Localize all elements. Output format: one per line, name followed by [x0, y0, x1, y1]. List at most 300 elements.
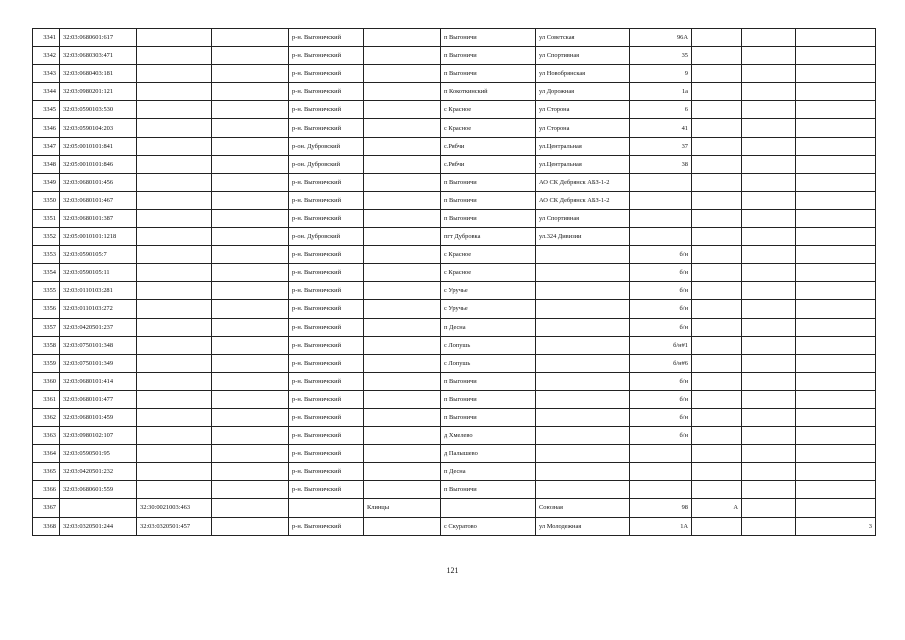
- cadastral-number-cell: 32:03:0590104:203: [60, 119, 137, 137]
- apartment-cell: [796, 390, 876, 408]
- building-cell: [692, 155, 742, 173]
- street-cell: ул Сторона: [536, 101, 630, 119]
- extra-cell: [742, 228, 796, 246]
- parent-cadastral-number-cell: 32:30:0021003:463: [137, 499, 212, 517]
- row-number-cell: 3356: [33, 300, 60, 318]
- extra-cell: [742, 65, 796, 83]
- parent-cadastral-number-cell: [137, 47, 212, 65]
- parent-cadastral-number-cell: [137, 264, 212, 282]
- settlement-cell: с.Рябчи: [441, 155, 536, 173]
- extra-cell: [742, 83, 796, 101]
- house-number-cell: [630, 481, 692, 499]
- parent-cadastral-number-cell: [137, 119, 212, 137]
- extra-cell: [742, 264, 796, 282]
- table-row: [33, 499, 876, 517]
- empty-cell: [212, 137, 289, 155]
- extra-cell: [742, 372, 796, 390]
- row-number-cell: 3351: [33, 209, 60, 227]
- building-cell: [692, 445, 742, 463]
- extra-cell: [742, 119, 796, 137]
- settlement-cell: с Уручье: [441, 300, 536, 318]
- street-cell: ул Сторона: [536, 119, 630, 137]
- settlement-cell: с Красное: [441, 101, 536, 119]
- house-number-cell: [630, 463, 692, 481]
- city-cell: [364, 372, 441, 390]
- district-cell: р-н. Выгоничский: [289, 246, 364, 264]
- building-cell: [692, 65, 742, 83]
- table-row: [33, 264, 876, 282]
- city-cell: [364, 65, 441, 83]
- house-number-cell: [630, 445, 692, 463]
- extra-cell: [742, 173, 796, 191]
- street-cell: [536, 336, 630, 354]
- apartment-cell: [796, 65, 876, 83]
- district-cell: р-н. Выгоничский: [289, 318, 364, 336]
- cadastral-number-cell: 32:03:0420501:232: [60, 463, 137, 481]
- street-cell: ул Советская: [536, 29, 630, 47]
- empty-cell: [212, 209, 289, 227]
- building-cell: [692, 47, 742, 65]
- extra-cell: [742, 282, 796, 300]
- district-cell: р-н. Выгоничский: [289, 517, 364, 535]
- cadastral-number-cell: 32:03:0680101:387: [60, 209, 137, 227]
- parent-cadastral-number-cell: [137, 445, 212, 463]
- table-row: [33, 300, 876, 318]
- table-row: [33, 228, 876, 246]
- row-number-cell: 3343: [33, 65, 60, 83]
- parent-cadastral-number-cell: [137, 173, 212, 191]
- settlement-cell: с Лопушь: [441, 354, 536, 372]
- cadastral-number-cell: 32:05:0010101:1218: [60, 228, 137, 246]
- apartment-cell: [796, 246, 876, 264]
- house-number-cell: б/н#1: [630, 336, 692, 354]
- apartment-cell: [796, 463, 876, 481]
- empty-cell: [212, 29, 289, 47]
- settlement-cell: с Лопушь: [441, 336, 536, 354]
- street-cell: [536, 318, 630, 336]
- row-number-cell: 3341: [33, 29, 60, 47]
- empty-cell: [212, 427, 289, 445]
- cadastral-number-cell: 32:03:0680403:181: [60, 65, 137, 83]
- district-cell: р-н. Выгоничский: [289, 372, 364, 390]
- row-number-cell: 3359: [33, 354, 60, 372]
- settlement-cell: д Хмелево: [441, 427, 536, 445]
- settlement-cell: п Выгоничи: [441, 481, 536, 499]
- parent-cadastral-number-cell: [137, 155, 212, 173]
- parent-cadastral-number-cell: [137, 65, 212, 83]
- street-cell: ул Дорожная: [536, 83, 630, 101]
- house-number-cell: 41: [630, 119, 692, 137]
- house-number-cell: б/н: [630, 300, 692, 318]
- building-cell: [692, 300, 742, 318]
- extra-cell: [742, 47, 796, 65]
- house-number-cell: б/н: [630, 390, 692, 408]
- table-row: [33, 119, 876, 137]
- parent-cadastral-number-cell: [137, 209, 212, 227]
- street-cell: [536, 282, 630, 300]
- building-cell: [692, 408, 742, 426]
- building-cell: [692, 173, 742, 191]
- city-cell: [364, 282, 441, 300]
- house-number-cell: 38: [630, 155, 692, 173]
- parent-cadastral-number-cell: [137, 354, 212, 372]
- district-cell: р-н. Выгоничский: [289, 29, 364, 47]
- parent-cadastral-number-cell: [137, 228, 212, 246]
- row-number-cell: 3353: [33, 246, 60, 264]
- parent-cadastral-number-cell: [137, 101, 212, 119]
- settlement-cell: п Выгоничи: [441, 372, 536, 390]
- apartment-cell: [796, 282, 876, 300]
- row-number-cell: 3348: [33, 155, 60, 173]
- street-cell: ул Новобрянская: [536, 65, 630, 83]
- table-row: [33, 101, 876, 119]
- city-cell: [364, 47, 441, 65]
- settlement-cell: д Палышево: [441, 445, 536, 463]
- apartment-cell: [796, 445, 876, 463]
- empty-cell: [212, 47, 289, 65]
- table-row: [33, 282, 876, 300]
- cadastral-number-cell: 32:03:0590501:95: [60, 445, 137, 463]
- district-cell: р-он. Дубровский: [289, 228, 364, 246]
- extra-cell: [742, 481, 796, 499]
- extra-cell: [742, 445, 796, 463]
- row-number-cell: 3344: [33, 83, 60, 101]
- district-cell: р-н. Выгоничский: [289, 191, 364, 209]
- table-row: [33, 481, 876, 499]
- row-number-cell: 3361: [33, 390, 60, 408]
- row-number-cell: 3363: [33, 427, 60, 445]
- cadastral-number-cell: 32:03:0750101:348: [60, 336, 137, 354]
- parent-cadastral-number-cell: [137, 191, 212, 209]
- street-cell: [536, 246, 630, 264]
- extra-cell: [742, 354, 796, 372]
- table-row: [33, 372, 876, 390]
- house-number-cell: б/н: [630, 282, 692, 300]
- district-cell: р-н. Выгоничский: [289, 47, 364, 65]
- extra-cell: [742, 517, 796, 535]
- building-cell: [692, 209, 742, 227]
- register-table: [32, 28, 876, 536]
- table-row: [33, 354, 876, 372]
- apartment-cell: [796, 119, 876, 137]
- parent-cadastral-number-cell: [137, 246, 212, 264]
- district-cell: р-н. Выгоничский: [289, 336, 364, 354]
- parent-cadastral-number-cell: [137, 463, 212, 481]
- apartment-cell: [796, 481, 876, 499]
- apartment-cell: [796, 372, 876, 390]
- city-cell: [364, 318, 441, 336]
- extra-cell: [742, 318, 796, 336]
- district-cell: [289, 499, 364, 517]
- district-cell: р-н. Выгоничский: [289, 445, 364, 463]
- house-number-cell: б/н: [630, 264, 692, 282]
- house-number-cell: 1а: [630, 83, 692, 101]
- settlement-cell: п Выгоничи: [441, 191, 536, 209]
- apartment-cell: [796, 318, 876, 336]
- row-number-cell: 3367: [33, 499, 60, 517]
- district-cell: р-н. Выгоничский: [289, 209, 364, 227]
- empty-cell: [212, 517, 289, 535]
- house-number-cell: [630, 191, 692, 209]
- row-number-cell: 3368: [33, 517, 60, 535]
- street-cell: Союзная: [536, 499, 630, 517]
- district-cell: р-он. Дубровский: [289, 155, 364, 173]
- row-number-cell: 3358: [33, 336, 60, 354]
- extra-cell: [742, 101, 796, 119]
- street-cell: [536, 372, 630, 390]
- city-cell: [364, 173, 441, 191]
- street-cell: ул Спортивная: [536, 47, 630, 65]
- district-cell: р-н. Выгоничский: [289, 481, 364, 499]
- empty-cell: [212, 65, 289, 83]
- city-cell: [364, 119, 441, 137]
- apartment-cell: [796, 499, 876, 517]
- building-cell: [692, 119, 742, 137]
- building-cell: [692, 246, 742, 264]
- apartment-cell: [796, 155, 876, 173]
- cadastral-number-cell: 32:03:0980201:121: [60, 83, 137, 101]
- city-cell: [364, 408, 441, 426]
- settlement-cell: с Уручье: [441, 282, 536, 300]
- city-cell: [364, 155, 441, 173]
- extra-cell: [742, 137, 796, 155]
- district-cell: р-н. Выгоничский: [289, 65, 364, 83]
- table-row: [33, 173, 876, 191]
- building-cell: [692, 83, 742, 101]
- building-cell: [692, 390, 742, 408]
- house-number-cell: б/н#6: [630, 354, 692, 372]
- empty-cell: [212, 408, 289, 426]
- parent-cadastral-number-cell: [137, 408, 212, 426]
- settlement-cell: пгт Дубровка: [441, 228, 536, 246]
- table-row: [33, 191, 876, 209]
- extra-cell: [742, 246, 796, 264]
- street-cell: [536, 408, 630, 426]
- house-number-cell: [630, 228, 692, 246]
- cadastral-number-cell: 32:05:0010101:846: [60, 155, 137, 173]
- row-number-cell: 3366: [33, 481, 60, 499]
- settlement-cell: п Выгоничи: [441, 173, 536, 191]
- cadastral-number-cell: 32:03:0590105:11: [60, 264, 137, 282]
- table-row: [33, 47, 876, 65]
- city-cell: [364, 246, 441, 264]
- settlement-cell: п Выгоничи: [441, 390, 536, 408]
- empty-cell: [212, 119, 289, 137]
- building-cell: [692, 427, 742, 445]
- cadastral-number-cell: 32:03:0680101:459: [60, 408, 137, 426]
- district-cell: р-н. Выгоничский: [289, 390, 364, 408]
- house-number-cell: 9: [630, 65, 692, 83]
- empty-cell: [212, 173, 289, 191]
- building-cell: [692, 282, 742, 300]
- district-cell: р-н. Выгоничский: [289, 354, 364, 372]
- city-cell: [364, 209, 441, 227]
- building-cell: [692, 517, 742, 535]
- settlement-cell: п Выгоничи: [441, 29, 536, 47]
- cadastral-number-cell: 32:03:0680101:477: [60, 390, 137, 408]
- empty-cell: [212, 264, 289, 282]
- extra-cell: [742, 300, 796, 318]
- extra-cell: [742, 463, 796, 481]
- table-row: [33, 336, 876, 354]
- extra-cell: [742, 155, 796, 173]
- district-cell: р-н. Выгоничский: [289, 282, 364, 300]
- settlement-cell: с.Рябчи: [441, 137, 536, 155]
- city-cell: [364, 191, 441, 209]
- parent-cadastral-number-cell: [137, 300, 212, 318]
- table-row: [33, 318, 876, 336]
- table-row: [33, 155, 876, 173]
- cadastral-number-cell: 32:03:0680101:456: [60, 173, 137, 191]
- table-row: [33, 29, 876, 47]
- row-number-cell: 3364: [33, 445, 60, 463]
- parent-cadastral-number-cell: [137, 336, 212, 354]
- cadastral-number-cell: 32:03:0980102:107: [60, 427, 137, 445]
- street-cell: ул Спортивная: [536, 209, 630, 227]
- row-number-cell: 3362: [33, 408, 60, 426]
- house-number-cell: б/н: [630, 246, 692, 264]
- extra-cell: [742, 390, 796, 408]
- parent-cadastral-number-cell: [137, 282, 212, 300]
- empty-cell: [212, 463, 289, 481]
- table-row: [33, 209, 876, 227]
- empty-cell: [212, 372, 289, 390]
- row-number-cell: 3354: [33, 264, 60, 282]
- row-number-cell: 3355: [33, 282, 60, 300]
- table-row: [33, 390, 876, 408]
- street-cell: ул Молодежная: [536, 517, 630, 535]
- street-cell: [536, 390, 630, 408]
- empty-cell: [212, 191, 289, 209]
- parent-cadastral-number-cell: [137, 427, 212, 445]
- city-cell: [364, 137, 441, 155]
- district-cell: р-н. Выгоничский: [289, 119, 364, 137]
- cadastral-number-cell: 32:03:0680601:559: [60, 481, 137, 499]
- cadastral-number-cell: 32:03:0680303:471: [60, 47, 137, 65]
- city-cell: [364, 228, 441, 246]
- street-cell: АО СК Дебрянск АБЗ-1-2: [536, 173, 630, 191]
- row-number-cell: 3347: [33, 137, 60, 155]
- street-cell: [536, 264, 630, 282]
- table-row: [33, 65, 876, 83]
- row-number-cell: 3342: [33, 47, 60, 65]
- table-row: [33, 445, 876, 463]
- city-cell: [364, 481, 441, 499]
- row-number-cell: 3346: [33, 119, 60, 137]
- empty-cell: [212, 318, 289, 336]
- building-cell: [692, 318, 742, 336]
- empty-cell: [212, 499, 289, 517]
- cadastral-number-cell: 32:03:0590105:7: [60, 246, 137, 264]
- street-cell: [536, 427, 630, 445]
- district-cell: р-н. Выгоничский: [289, 101, 364, 119]
- settlement-cell: п Выгоничи: [441, 408, 536, 426]
- settlement-cell: п Десна: [441, 318, 536, 336]
- apartment-cell: [796, 427, 876, 445]
- building-cell: А: [692, 499, 742, 517]
- house-number-cell: [630, 173, 692, 191]
- district-cell: р-н. Выгоничский: [289, 83, 364, 101]
- empty-cell: [212, 246, 289, 264]
- apartment-cell: [796, 47, 876, 65]
- empty-cell: [212, 83, 289, 101]
- district-cell: р-н. Выгоничский: [289, 463, 364, 481]
- empty-cell: [212, 445, 289, 463]
- house-number-cell: 6: [630, 101, 692, 119]
- extra-cell: [742, 336, 796, 354]
- extra-cell: [742, 209, 796, 227]
- empty-cell: [212, 354, 289, 372]
- empty-cell: [212, 300, 289, 318]
- settlement-cell: с Красное: [441, 264, 536, 282]
- parent-cadastral-number-cell: [137, 318, 212, 336]
- empty-cell: [212, 155, 289, 173]
- street-cell: [536, 463, 630, 481]
- cadastral-number-cell: 32:03:0590103:530: [60, 101, 137, 119]
- house-number-cell: 35: [630, 47, 692, 65]
- house-number-cell: 96А: [630, 29, 692, 47]
- district-cell: р-н. Выгоничский: [289, 300, 364, 318]
- house-number-cell: 37: [630, 137, 692, 155]
- settlement-cell: с Красное: [441, 119, 536, 137]
- district-cell: р-н. Выгоничский: [289, 264, 364, 282]
- building-cell: [692, 336, 742, 354]
- house-number-cell: 1А: [630, 517, 692, 535]
- building-cell: [692, 372, 742, 390]
- apartment-cell: [796, 191, 876, 209]
- settlement-cell: п Выгоничи: [441, 47, 536, 65]
- city-cell: [364, 300, 441, 318]
- apartment-cell: [796, 264, 876, 282]
- building-cell: [692, 463, 742, 481]
- house-number-cell: б/н: [630, 427, 692, 445]
- apartment-cell: [796, 354, 876, 372]
- building-cell: [692, 137, 742, 155]
- apartment-cell: [796, 137, 876, 155]
- empty-cell: [212, 390, 289, 408]
- parent-cadastral-number-cell: [137, 137, 212, 155]
- apartment-cell: [796, 228, 876, 246]
- table-row: [33, 83, 876, 101]
- empty-cell: [212, 228, 289, 246]
- city-cell: [364, 390, 441, 408]
- building-cell: [692, 101, 742, 119]
- house-number-cell: б/н: [630, 408, 692, 426]
- apartment-cell: [796, 209, 876, 227]
- row-number-cell: 3349: [33, 173, 60, 191]
- cadastral-number-cell: 32:03:0110103:272: [60, 300, 137, 318]
- settlement-cell: п Выгоничи: [441, 65, 536, 83]
- city-cell: [364, 264, 441, 282]
- district-cell: р-н. Выгоничский: [289, 408, 364, 426]
- street-cell: [536, 354, 630, 372]
- extra-cell: [742, 29, 796, 47]
- table-body: [33, 29, 876, 536]
- street-cell: ул.Центральная: [536, 155, 630, 173]
- cadastral-number-cell: 32:03:0680601:617: [60, 29, 137, 47]
- parent-cadastral-number-cell: [137, 372, 212, 390]
- city-cell: [364, 354, 441, 372]
- city-cell: [364, 29, 441, 47]
- city-cell: [364, 101, 441, 119]
- settlement-cell: с Красное: [441, 246, 536, 264]
- table-row: [33, 137, 876, 155]
- cadastral-number-cell: 32:03:0110103:281: [60, 282, 137, 300]
- empty-cell: [212, 336, 289, 354]
- table-row: [33, 246, 876, 264]
- street-cell: ул.Центральная: [536, 137, 630, 155]
- parent-cadastral-number-cell: [137, 83, 212, 101]
